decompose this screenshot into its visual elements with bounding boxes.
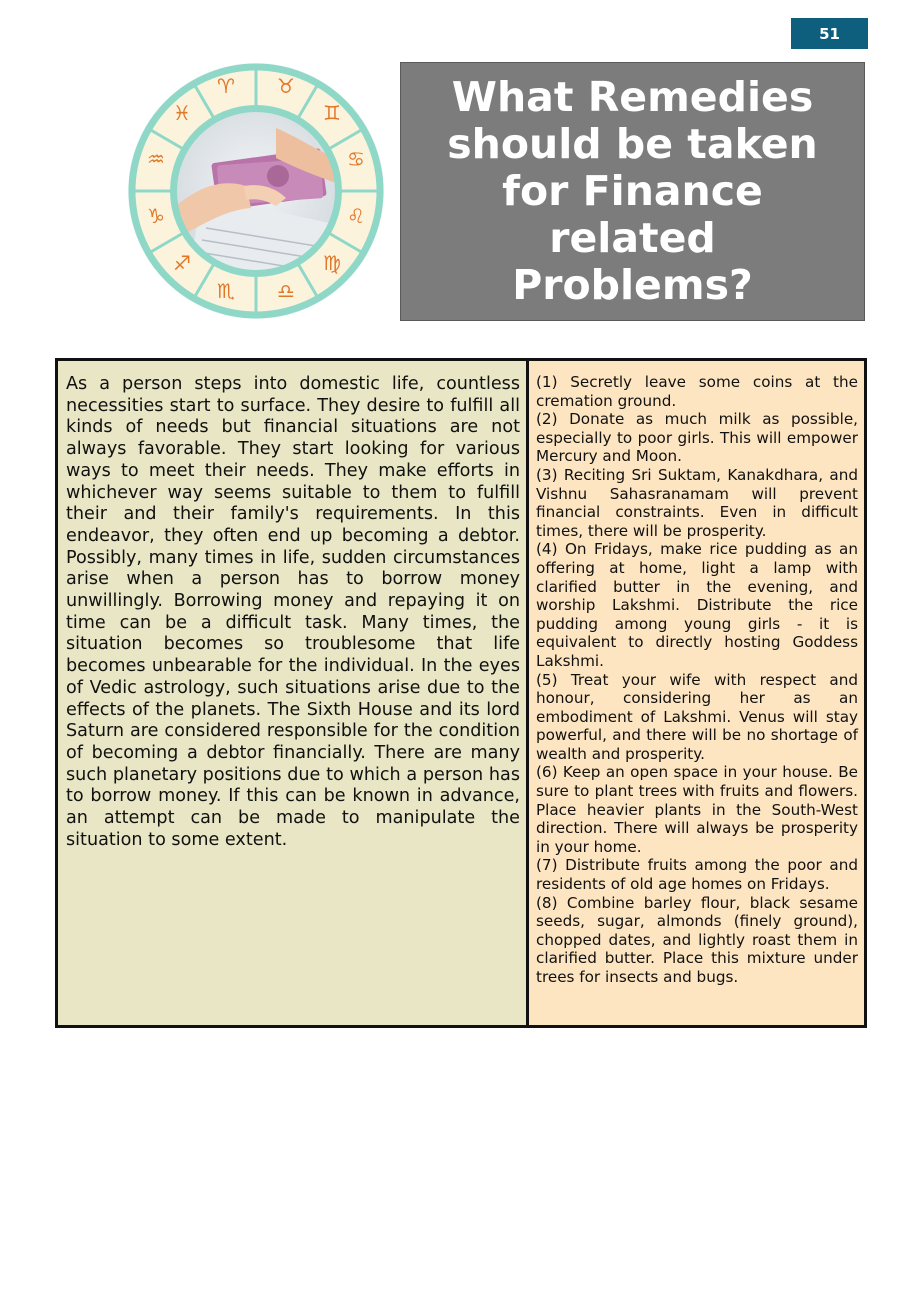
svg-text:♌: ♌ [347,204,365,228]
svg-text:♓: ♓ [173,101,191,125]
remedy-item: (1) Secretly leave some coins at the cremation ground. [536,373,858,410]
page-number: 51 [791,18,868,49]
svg-text:♏: ♏ [217,279,235,303]
page-title: What Remedies should be taken for Finance related Problems? [447,73,818,309]
remedy-item: (3) Reciting Sri Suktam, Kanakdhara, and Vishnu Sahasranamam will prevent financial constraints. Even in difficult times, there will be prosperity. [536,465,858,540]
svg-text:♋: ♋ [347,147,365,171]
title-box [400,62,865,321]
svg-text:♍: ♍ [323,251,341,275]
remedy-item: (8) Combine barley flour, black sesame seeds, sugar, almonds (finely ground), chopped dates, and lightly roast them in clarified butter. Place this mixture under trees for insects and bugs. [536,893,858,986]
content-table [55,358,867,1028]
svg-text:♊: ♊ [323,101,341,125]
svg-text:♒: ♒ [147,147,165,171]
remedy-item: (4) On Fridays, make rice pudding as an offering at home, light a lamp with clarified butter in the evening, and worship Lakshmi. Distribute the rice pudding among young girls - it is equivalent to directly hosting Goddess Lakshmi. [536,540,858,670]
zodiac-wheel-illustration [126,58,386,324]
intro-paragraph: As a person steps into domestic life, countless necessities start to surface. They desire to fulfill all kinds of needs but financial situations are not always favorable. They start looking for various ways to meet their needs. They make efforts in whichever way seems suitable to them to fulfill their and their family's requirements. In this endeavor, they often end up becoming a debtor. Possibly, many times in life, sudden circumstances arise when a person has to borrow money unwillingly. Borrowing money and repaying it on time can be a difficult task. Many times, the situation becomes so troublesome that life becomes unbearable for the individual. In the eyes of Vedic astrology, such situations arise due to the effects of the planets. The Sixth House and its lord Saturn are considered responsible for the condition of becoming a debtor financially. There are many such planetary positions due to which a person has to borrow money. If this can be known in advance, an attempt can be made to manipulate the situation to some extent. [66,374,520,850]
remedy-item: (6) Keep an open space in your house. Be sure to plant trees with fruits and flowers. Place heavier plants in the South-West direction. There will always be prosperity in your home. [536,763,858,856]
remedies-column [529,361,864,1025]
remedy-item: (7) Distribute fruits among the poor and residents of old age homes on Fridays. [536,856,858,894]
intro-column [58,361,529,1025]
remedy-item: (2) Donate as much milk as possible, especially to poor girls. This will empower Mercury and Moon. [536,410,858,466]
svg-text:♉: ♉ [277,74,295,98]
svg-text:♑: ♑ [147,204,165,228]
remedy-item: (5) Treat your wife with respect and honour, considering her as an embodiment of Lakshmi. Venus will stay powerful, and there will be no shortage of wealth and prosperity. [536,670,858,763]
svg-text:♎: ♎ [277,279,295,303]
svg-text:♈: ♈ [217,74,235,98]
svg-text:♐: ♐ [173,251,191,275]
